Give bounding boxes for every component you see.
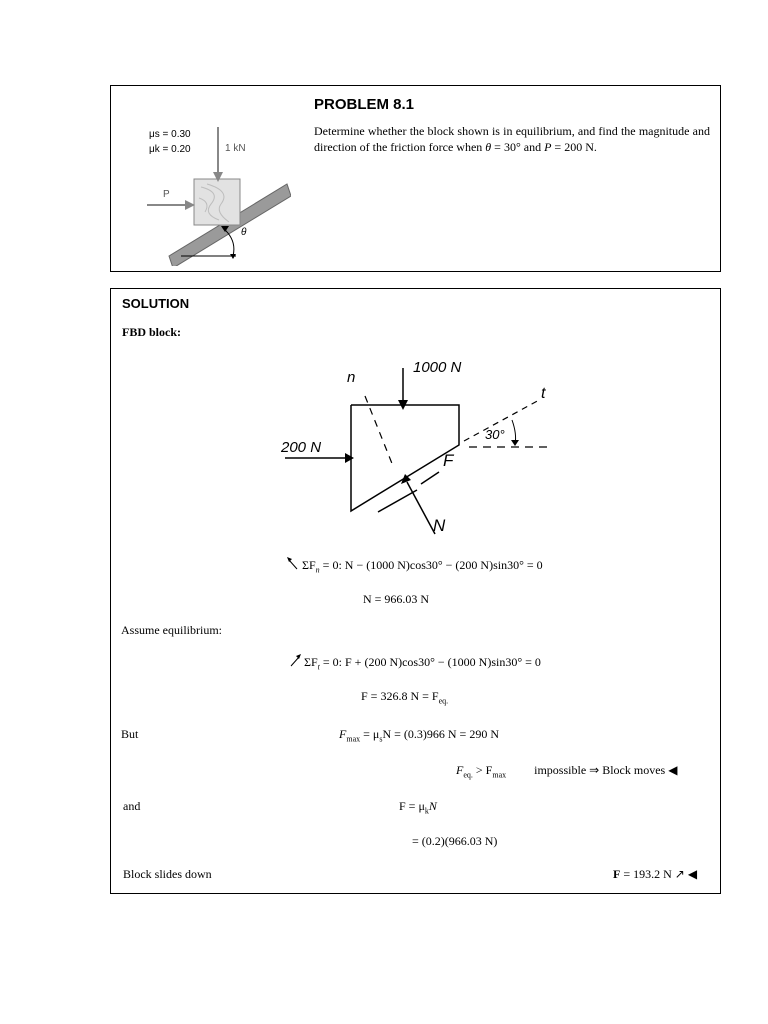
impossible-note: impossible ⇒ Block moves ◀ (534, 763, 678, 777)
solution-box (110, 288, 721, 894)
fbd-angle: 30° (485, 427, 505, 442)
mu-s-label: μs = 0.30 (149, 129, 191, 140)
arrow-nw-icon (287, 557, 299, 571)
but-label: But (121, 727, 139, 741)
fbd-n-axis: n (347, 369, 356, 386)
fbd-t-axis: t (541, 385, 546, 402)
kinetic-friction-value: = (0.2)(966.03 N) (412, 834, 498, 848)
theta-label: θ (241, 227, 247, 238)
and-label: and (123, 799, 141, 813)
n-result: N = 966.03 N (363, 592, 430, 606)
f-equilibrium-result: F = 326.8 $N = F_{eq.}$ (361, 689, 449, 706)
solution-heading: SOLUTION (122, 296, 190, 311)
assume-equilibrium-label: Assume equilibrium: (121, 623, 222, 637)
kinetic-friction-equation: $F = \mu_kN$ (399, 799, 437, 816)
problem-figure (141, 94, 291, 266)
fbd-label: FBD block: (122, 325, 182, 339)
sum-ft-equation: $\Sigma F_t = 0$: F + (200 N)cos30° − (1000 N)sin30° = 0 (289, 654, 541, 671)
f-max-equation: $F_{max} = \mu_sN = (0.3)966$ N = 290 N (339, 727, 499, 744)
problem-statement: Determine whether the block shown is in equilibrium, and find the magnitude and direction of the friction force when θ = 30° and P = 200 N. (314, 124, 710, 154)
fbd-diagram (279, 354, 569, 544)
n-axis-line (365, 396, 393, 466)
arrow-ne-icon (289, 654, 301, 668)
comparison-equation: $F_{eq.} > F_{max}$ impossible ⇒ Block moves ◀ (456, 763, 678, 780)
fbd-normal: N (433, 516, 446, 535)
sum-fn-equation: $\Sigma F_n = 0$: N − (1000 N)cos30° − (200 N)sin30° = 0 (287, 557, 543, 574)
block-slides-label: Block slides down (123, 867, 212, 881)
fbd-force-top: 1000 N (413, 359, 462, 376)
force-left-arrow (345, 453, 354, 463)
problem-title: PROBLEM 8.1 (314, 96, 415, 113)
fbd-force-left: 200 N (281, 439, 322, 456)
final-answer: F = 193.2 N ↗ ◀ (613, 867, 698, 881)
load-label: 1 kN (225, 143, 246, 154)
fbd-friction: F (443, 451, 454, 470)
mu-k-label: μk = 0.20 (149, 144, 191, 155)
p-label: P (163, 189, 170, 200)
block (194, 179, 240, 225)
problem-box (110, 85, 721, 272)
